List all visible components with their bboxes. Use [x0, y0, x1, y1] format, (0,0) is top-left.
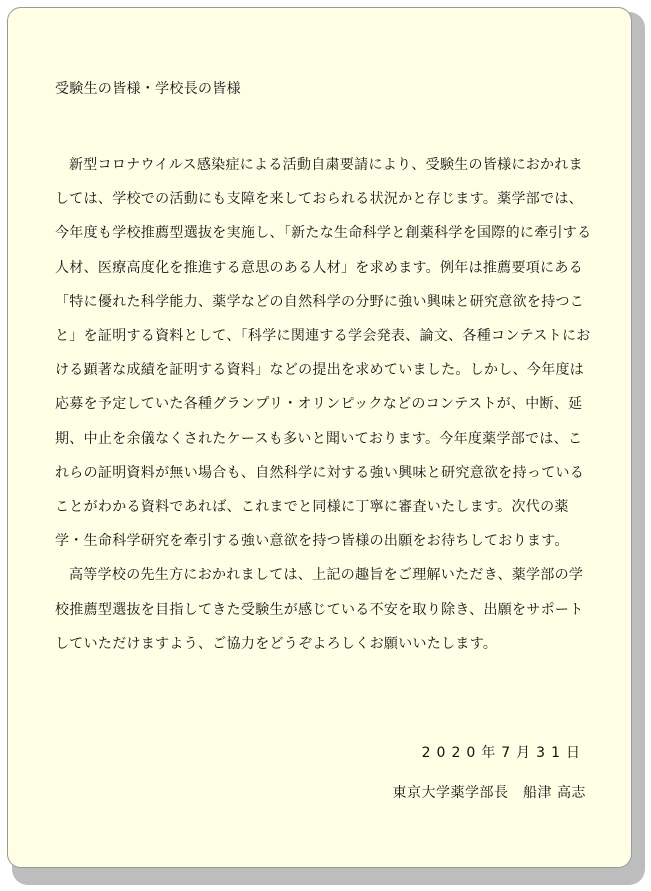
- signature: 東京大学薬学部長 船津 高志: [392, 785, 586, 801]
- notice-date: 2020年7月31日: [421, 745, 586, 761]
- notice-body: [55, 148, 595, 661]
- body-paragraph-2: 高等学校の先生方におかれましては、上記の趣旨をご理解いただき、薬学部の学校推薦型選抜を目指してきた受験生が感じている不安を取り除き、出願をサポートしていただけますよう、ご協力をどうぞよろしくお願いいたします。: [55, 567, 584, 652]
- body-paragraph-1: 新型コロナウイルス感染症による活動自粛要請により、受験生の皆様におかれましては、学校での活動にも支障を来しておられる状況かと存じます。薬学部では、今年度も学校推薦型選抜を実施し、「新たな生命科学と創薬科学を国際的に牽引する人材、医療高度化を推進する意思のある人材」を求めます。例年は推薦要項にある「特に優れた科学能力、薬学などの自然科学の分野に強い興味と研究意欲を持つこと」を証明する資料として、「科学に関連する学会発表、論文、各種コンテストにおける顕著な成績を証明する資料」などの提出を求めていました。しかし、今年度は応募を予定していた各種グランプリ・オリンピックなどのコンテストが、中断、延期、中止を余儀なくされたケースも多いと聞いております。今年度薬学部では、これらの証明資料が無い場合も、自然科学に対する強い興味と研究意欲を持っていることがわかる資料であれば、これまでと同様に丁寧に審査いたします。次代の薬学・生命科学研究を牽引する強い意欲を持つ皆様の出願をお待ちしております。: [55, 157, 592, 550]
- salutation: 受験生の皆様・学校長の皆様: [55, 81, 241, 97]
